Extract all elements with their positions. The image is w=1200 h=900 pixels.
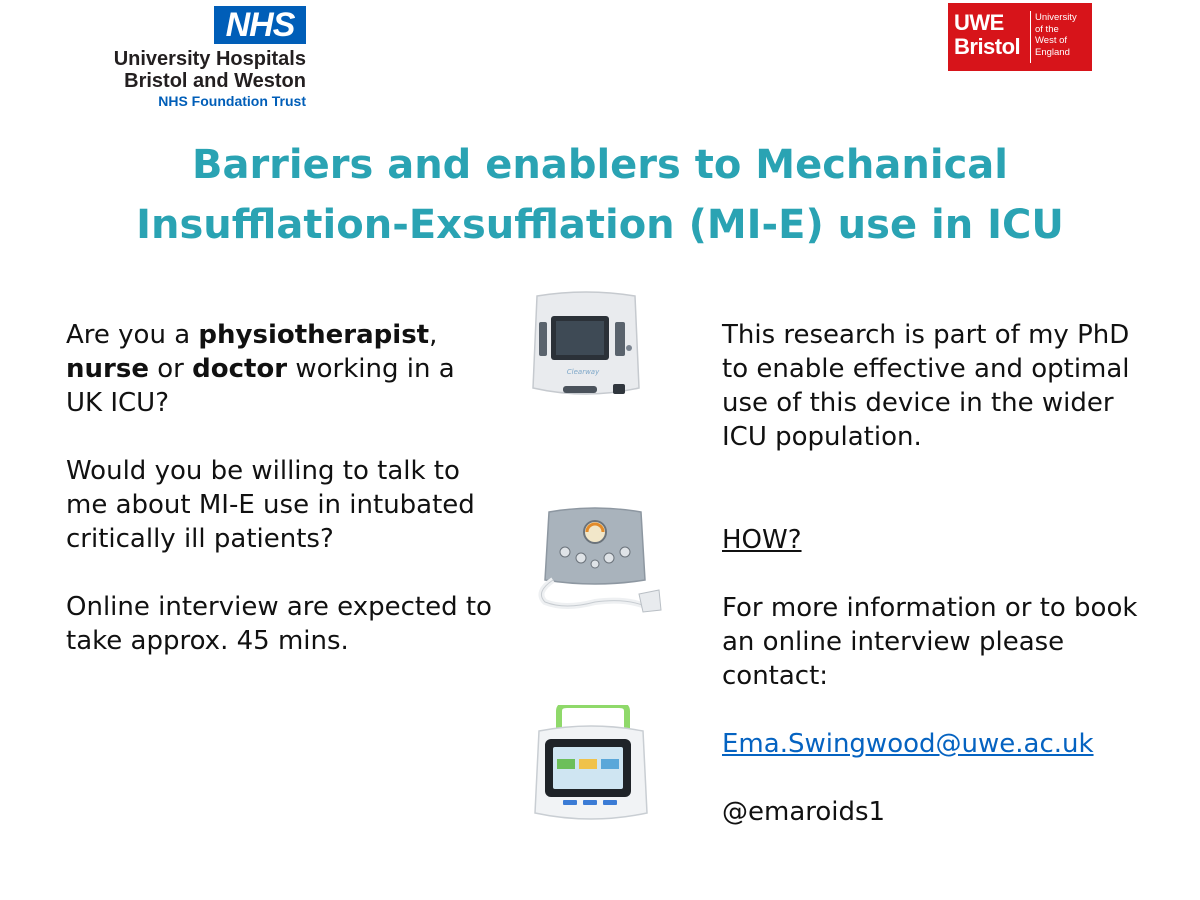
contact-email-link[interactable]: Ema.Swingwood@uwe.ac.uk xyxy=(722,729,1094,759)
page-title xyxy=(40,135,1160,255)
role-doctor: doctor xyxy=(192,354,288,384)
recruitment-question xyxy=(66,318,496,420)
touchscreen-mi-e-device-icon xyxy=(527,705,655,830)
uwe-subtitle-line3: West of xyxy=(1035,35,1068,46)
right-column xyxy=(722,318,1162,829)
interview-duration: Online interview are expected to take approx. 45 mins. xyxy=(66,592,492,656)
uwe-logo-divider xyxy=(1030,11,1031,63)
uwe-wordmark-line1: UWE xyxy=(954,10,1004,35)
title-line1: Barriers and enablers to Mechanical xyxy=(191,142,1009,188)
nhs-org-line1: University Hospitals xyxy=(113,48,306,70)
cough-assist-device-icon xyxy=(527,288,645,410)
email-paragraph xyxy=(722,727,1162,761)
social-handle: @emaroids1 xyxy=(722,797,886,827)
nhs-badge: NHS xyxy=(214,6,306,44)
uwe-bristol-logo xyxy=(948,3,1092,71)
contact-instructions: For more information or to book an online interview please contact: xyxy=(722,593,1138,691)
question-separator: , xyxy=(429,320,438,350)
uwe-subtitle xyxy=(1035,12,1091,58)
uwe-subtitle-line1: University xyxy=(1035,12,1077,23)
question-suffix: working in a UK ICU? xyxy=(66,354,455,418)
title-line2: Insufflation-Exsufflation (MI-E) use in ICU xyxy=(136,202,1064,248)
nhs-logo xyxy=(90,6,330,109)
uwe-wordmark-line2: Bristol xyxy=(954,34,1021,59)
role-nurse: nurse xyxy=(66,354,149,384)
question-prefix: Are you a xyxy=(66,320,199,350)
research-intro: This research is part of my PhD to enable effective and optimal use of this device in the wider ICU population. xyxy=(722,320,1130,452)
question-or: or xyxy=(148,354,193,384)
role-physiotherapist: physiotherapist xyxy=(198,320,430,350)
uwe-subtitle-line4: England xyxy=(1035,46,1070,58)
nhs-org-line2: Bristol and Weston xyxy=(124,70,306,92)
nhs-org-line3: NHS Foundation Trust xyxy=(158,93,306,109)
how-heading: HOW? xyxy=(722,525,802,555)
willingness-question: Would you be willing to talk to me about MI-E use in intubated critically ill patients? xyxy=(66,456,475,554)
mi-e-machine-with-tubing-icon xyxy=(535,502,663,614)
uwe-subtitle-line2: of the xyxy=(1035,23,1059,35)
left-column xyxy=(66,318,496,658)
svg-text:Clearway: Clearway xyxy=(566,368,600,376)
uwe-wordmark xyxy=(954,11,1026,59)
